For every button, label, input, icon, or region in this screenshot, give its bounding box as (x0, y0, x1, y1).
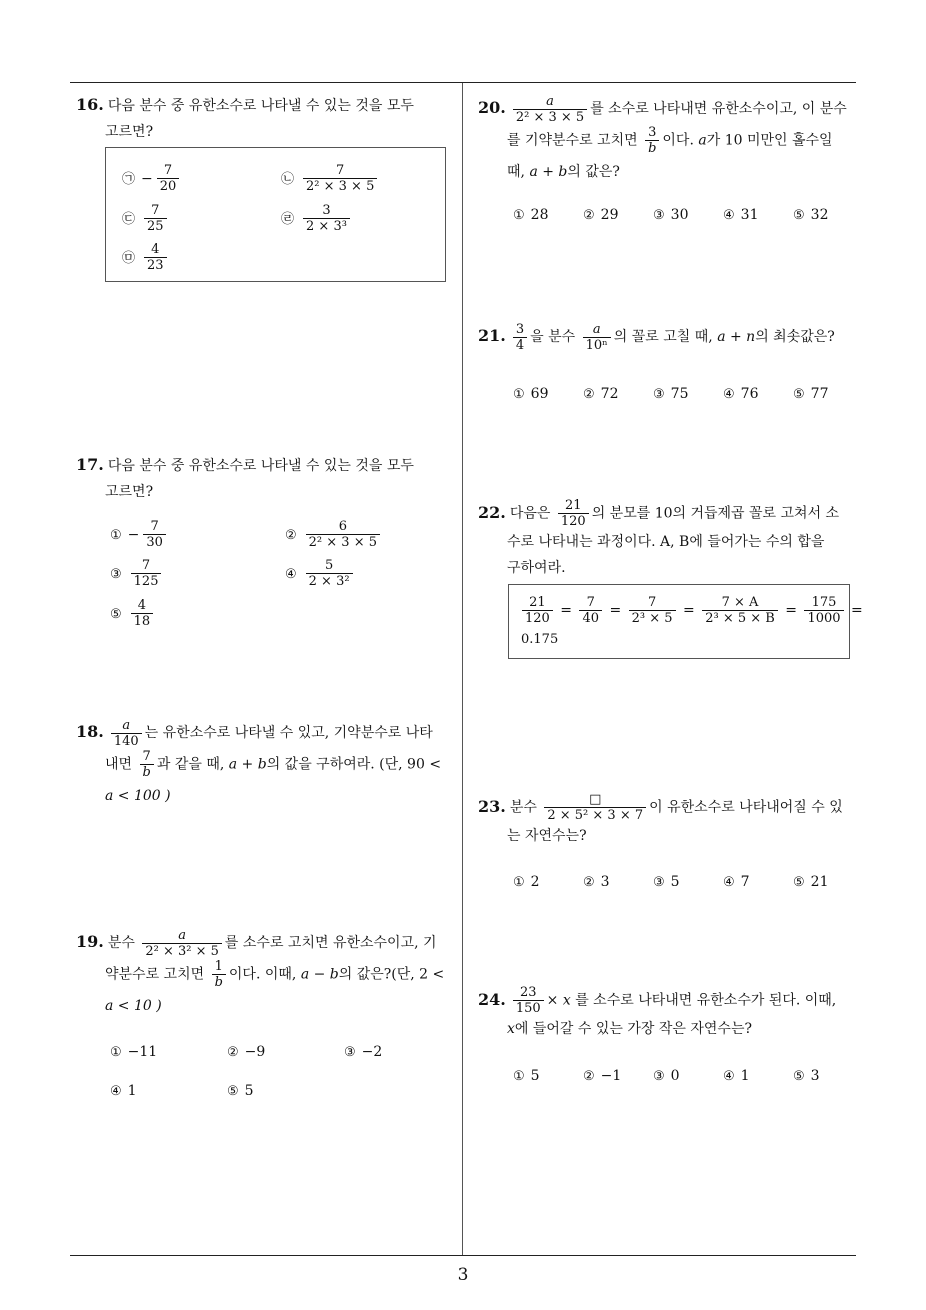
q20-choice-2[interactable]: ② 29 (583, 207, 619, 223)
question-text: 고르면? (105, 124, 154, 140)
question-number: 21. (478, 326, 506, 345)
question-16 (76, 92, 414, 145)
fraction: $\frac{7 \times A}{\text{2³ × 5 × B}}$ (702, 595, 778, 626)
fraction: $\frac{23}{150}$ (513, 985, 544, 1016)
q16-option-3[interactable]: ㉢ $\frac{7}{25}$ (122, 203, 170, 234)
question-24: 24. $\frac{23}{150}$ × x 를 소수로 나타내면 유한소수가 된다. 이때, x에 들어갈 수 있는 가장 작은 자연수는? (478, 985, 837, 1037)
q16-option-4[interactable]: ㉣ $\frac{3}{\text{2 × 3³}}$ (281, 203, 353, 234)
question-20: 20. $\frac{a}{\text{2² × 3 × 5}}$ 를 소수로 나타내면 유한소수이고, 이 분수 를 기약분수로 고치면 $\frac{3}{b}$ 이다. a가 10 미만인 홀수일 때, a + b의 값은? (478, 93, 847, 180)
q16-option-5[interactable]: ㉤ $\frac{4}{23}$ (122, 242, 170, 273)
q20-choices (513, 207, 863, 223)
question-number: 23. (478, 796, 506, 816)
q23-choice-1[interactable]: ① 2 (513, 874, 540, 890)
q21-choice-4[interactable]: ④ 76 (723, 386, 759, 402)
question-22: 22. 다음은 $\frac{21}{120}$ 의 분모를 10의 거듭제곱 꼴로 고쳐서 소 수로 나타내는 과정이다. A, B에 들어가는 수의 합을 구하여라. (478, 498, 840, 576)
q24-choice-5[interactable]: ⑤ 3 (793, 1068, 820, 1084)
question-number: 17. (76, 455, 104, 474)
q21-choices (513, 386, 863, 402)
q24-choice-2[interactable]: ② −1 (583, 1068, 622, 1084)
question-text: 다음 분수 중 유한소수로 나타낼 수 있는 것을 모두 (107, 98, 414, 114)
q23-choice-3[interactable]: ③ 5 (653, 874, 680, 890)
fraction: $\frac{a}{\text{10ⁿ}}$ (583, 322, 611, 353)
fraction: $\frac{175}{1000}$ (804, 595, 843, 626)
fraction: $\frac{a}{140}$ (111, 718, 142, 749)
q21-choice-2[interactable]: ② 72 (583, 386, 619, 402)
q24-choices (513, 1068, 863, 1084)
fraction: $\frac{7}{40}$ (579, 595, 602, 626)
q20-choice-1[interactable]: ① 28 (513, 207, 549, 223)
bottom-rule (70, 1255, 856, 1256)
q19-choices-row2 (110, 1083, 297, 1099)
fraction: $\frac{a}{\text{2² × 3² × 5}}$ (142, 928, 222, 959)
question-21: 21. $\frac{3}{4}$ 을 분수 $\frac{a}{\text{10ⁿ}}$ 의 꼴로 고칠 때, a + n의 최솟값은? (478, 321, 835, 353)
question-number: 24. (478, 989, 506, 1009)
q22-process-box: $\frac{21}{120}$ = $\frac{7}{40}$ = $\frac{7}{\text{2³ × 5}}$ = $\frac{7 \times A}{\text{2³ × 5 × B}}$ = $\frac{175}{1000}$ = 0.175 (508, 584, 850, 659)
q16-option-2[interactable]: ㉡ $\frac{7}{\text{2² × 3 × 5}}$ (281, 163, 380, 194)
question-23: 23. 분수 $\frac{□}{\text{2 × 5² × 3 × 7}}$ 이 유한소수로 나타내어질 수 있 는 자연수는? (478, 792, 843, 844)
q24-choice-4[interactable]: ④ 1 (723, 1068, 750, 1084)
fraction: $\frac{21}{120}$ (558, 498, 589, 529)
question-17 (76, 452, 414, 505)
fraction: $\frac{21}{120}$ (522, 595, 553, 626)
question-18: 18. $\frac{a}{140}$ 는 유한소수로 나타낼 수 있고, 기약분수로 나타 내면 $\frac{7}{b}$ 과 같을 때, a + b의 값을 구하여라. (단, 90 < a < 100 ) (76, 717, 442, 804)
fraction: $\frac{7}{\text{2³ × 5}}$ (629, 595, 676, 626)
fraction: $\frac{1}{b}$ (212, 959, 226, 990)
question-number: 20. (478, 98, 506, 117)
q23-choice-2[interactable]: ② 3 (583, 874, 610, 890)
column-divider (462, 83, 463, 1255)
q24-choice-1[interactable]: ① 5 (513, 1068, 540, 1084)
result-value: 0.175 (521, 632, 559, 647)
q21-choice-1[interactable]: ① 69 (513, 386, 549, 402)
q19-choice-5[interactable]: ⑤ 5 (227, 1083, 254, 1099)
q17-choice-1[interactable]: ① − $\frac{7}{30}$ (110, 519, 169, 550)
fraction: $\frac{3}{4}$ (513, 322, 527, 353)
fraction: $\frac{a}{\text{2² × 3 × 5}}$ (513, 94, 587, 125)
q19-choice-2[interactable]: ② −9 (227, 1044, 266, 1060)
q19-choices (110, 1044, 414, 1060)
fraction: $\frac{7}{b}$ (140, 749, 154, 780)
q20-choice-3[interactable]: ③ 30 (653, 207, 689, 223)
q20-choice-4[interactable]: ④ 31 (723, 207, 759, 223)
q23-choice-4[interactable]: ④ 7 (723, 874, 750, 890)
q17-choice-3[interactable]: ③ $\frac{7}{125}$ (110, 558, 164, 589)
q23-choices (513, 874, 863, 890)
question-19: 19. 분수 $\frac{a}{\text{2² × 3² × 5}}$ 를 소수로 고치면 유한소수이고, 기 약분수로 고치면 $\frac{1}{b}$ 이다. 이때, a − b의 값은?(단, 2 < a < 10 ) (76, 927, 445, 1014)
question-number: 18. (76, 722, 104, 741)
q23-choice-5[interactable]: ⑤ 21 (793, 874, 829, 890)
q24-choice-3[interactable]: ③ 0 (653, 1068, 680, 1084)
question-number: 22. (478, 502, 506, 522)
question-text: 다음 분수 중 유한소수로 나타낼 수 있는 것을 모두 (107, 458, 414, 474)
fraction: $\frac{□}{\text{2 × 5² × 3 × 7}}$ (544, 792, 646, 823)
q16-option-1[interactable]: ㉠ − $\frac{7}{20}$ (122, 163, 182, 194)
q19-choice-1[interactable]: ① −11 (110, 1044, 158, 1060)
q21-choice-3[interactable]: ③ 75 (653, 386, 689, 402)
q21-choice-5[interactable]: ⑤ 77 (793, 386, 829, 402)
q17-choice-5[interactable]: ⑤ $\frac{4}{18}$ (110, 598, 156, 629)
page-number: 3 (457, 1265, 469, 1285)
fraction: $\frac{3}{b}$ (645, 125, 659, 156)
q17-choice-2[interactable]: ② $\frac{6}{\text{2² × 3 × 5}}$ (285, 519, 383, 550)
question-number: 19. (76, 932, 104, 951)
q19-choice-3[interactable]: ③ −2 (344, 1044, 383, 1060)
q19-choice-4[interactable]: ④ 1 (110, 1083, 137, 1099)
q20-choice-5[interactable]: ⑤ 32 (793, 207, 829, 223)
question-number: 16. (76, 95, 104, 114)
top-rule (70, 82, 856, 83)
q17-choice-4[interactable]: ④ $\frac{5}{\text{2 × 3²}}$ (285, 558, 356, 589)
question-text: 고르면? (105, 484, 154, 500)
